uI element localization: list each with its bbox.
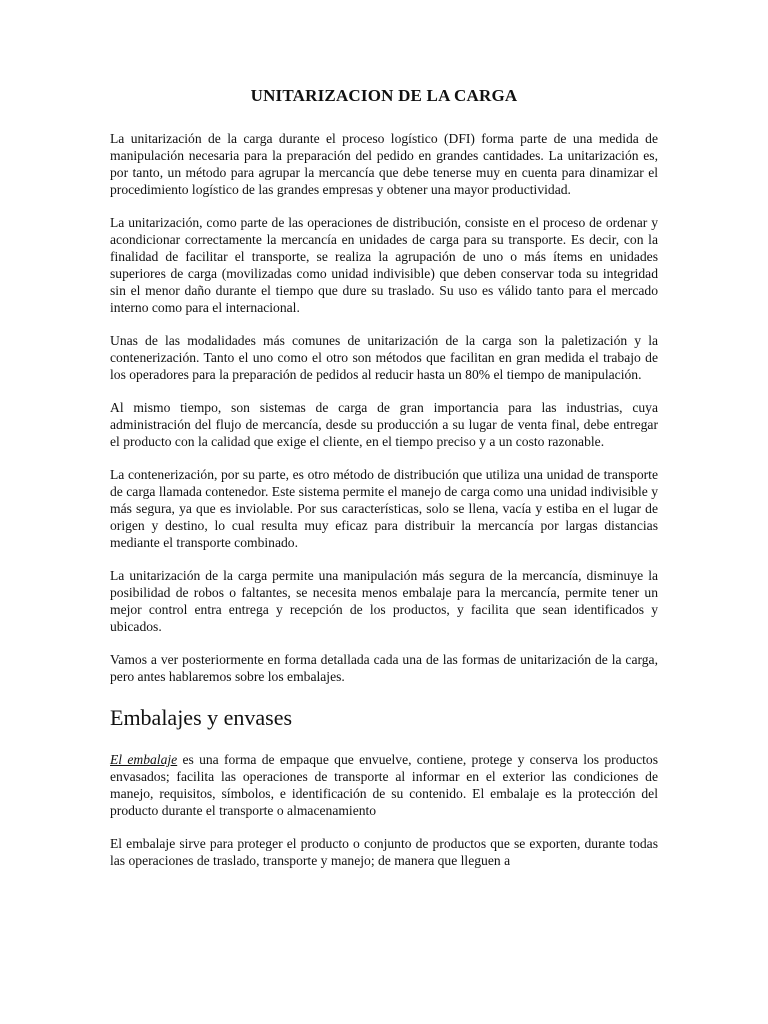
document-page xyxy=(110,86,658,885)
section-heading: Embalajes y envases xyxy=(110,705,293,730)
section-paragraph xyxy=(110,751,658,819)
paragraph-text: es una forma de empaque que envuelve, contiene, protege y conserva los productos envasados; facilita las operaciones de transporte al informar en el exterior las condiciones de manejo, requisitos, símbolos, e identificación de su contenido. El embalaje es la protección del producto durante el transporte o almacenamiento xyxy=(110,752,658,818)
paragraph: La unitarización de la carga permite una manipulación más segura de la mercancía, disminuye la posibilidad de robos o faltantes, se necesita menos embalaje para la mercancía, permite tener un mejor control entra entrega y recepción de los productos, y facilita que sean identificados y ubicados. xyxy=(110,568,658,634)
paragraph: Unas de las modalidades más comunes de unitarización de la carga son la paletización y la contenerización. Tanto el uno como el otro son métodos que facilitan en gran medida el trabajo de los operadores para la preparación de pedidos al reducir hasta un 80% el tiempo de manipulación. xyxy=(110,333,658,382)
paragraph: Al mismo tiempo, son sistemas de carga de gran importancia para las industrias, cuya administración del flujo de mercancía, desde su producción a su lugar de venta final, debe entregar el producto con la calidad que exige el cliente, en el tiempo preciso y a un costo razonable. xyxy=(110,400,658,449)
paragraph: La unitarización, como parte de las operaciones de distribución, consiste en el proceso de ordenar y acondicionar correctamente la mercancía en unidades de carga para su transporte. Es decir, con la finalidad de facilitar el transporte, se realiza la agrupación de uno o más ítems en unidades superiores de carga (movilizadas como unidad indivisible) que deben conservar toda su integridad sin el menor daño durante el tiempo que dure su traslado. Su uso es válido tanto para el mercado interno como para el internacional. xyxy=(110,215,658,315)
section-paragraph: El embalaje sirve para proteger el producto o conjunto de productos que se exporten, durante todas las operaciones de traslado, transporte y manejo; de manera que lleguen a xyxy=(110,836,658,868)
document-title: UNITARIZACION DE LA CARGA xyxy=(250,86,518,105)
emphasized-term: El embalaje xyxy=(110,752,178,767)
paragraph: Vamos a ver posteriormente en forma detallada cada una de las formas de unitarización de la carga, pero antes hablaremos sobre los embalajes. xyxy=(110,652,658,684)
paragraph: La contenerización, por su parte, es otro método de distribución que utiliza una unidad de transporte de carga llamada contenedor. Este sistema permite el manejo de carga como una unidad indivisible y más segura, ya que es inviolable. Por sus características, solo se llena, vacía y estiba en el lugar de origen y destino, lo cual resulta muy eficaz para distribuir la mercancía por largas distancias mediante el transporte combinado. xyxy=(110,467,658,550)
paragraph: La unitarización de la carga durante el proceso logístico (DFI) forma parte de una medida de manipulación necesaria para la preparación del pedido en grandes cantidades. La unitarización es, por tanto, un método para agrupar la mercancía que debe tenerse muy en cuenta para dinamizar el procedimiento logístico de las grandes empresas y obtener una mayor productividad. xyxy=(110,131,658,197)
